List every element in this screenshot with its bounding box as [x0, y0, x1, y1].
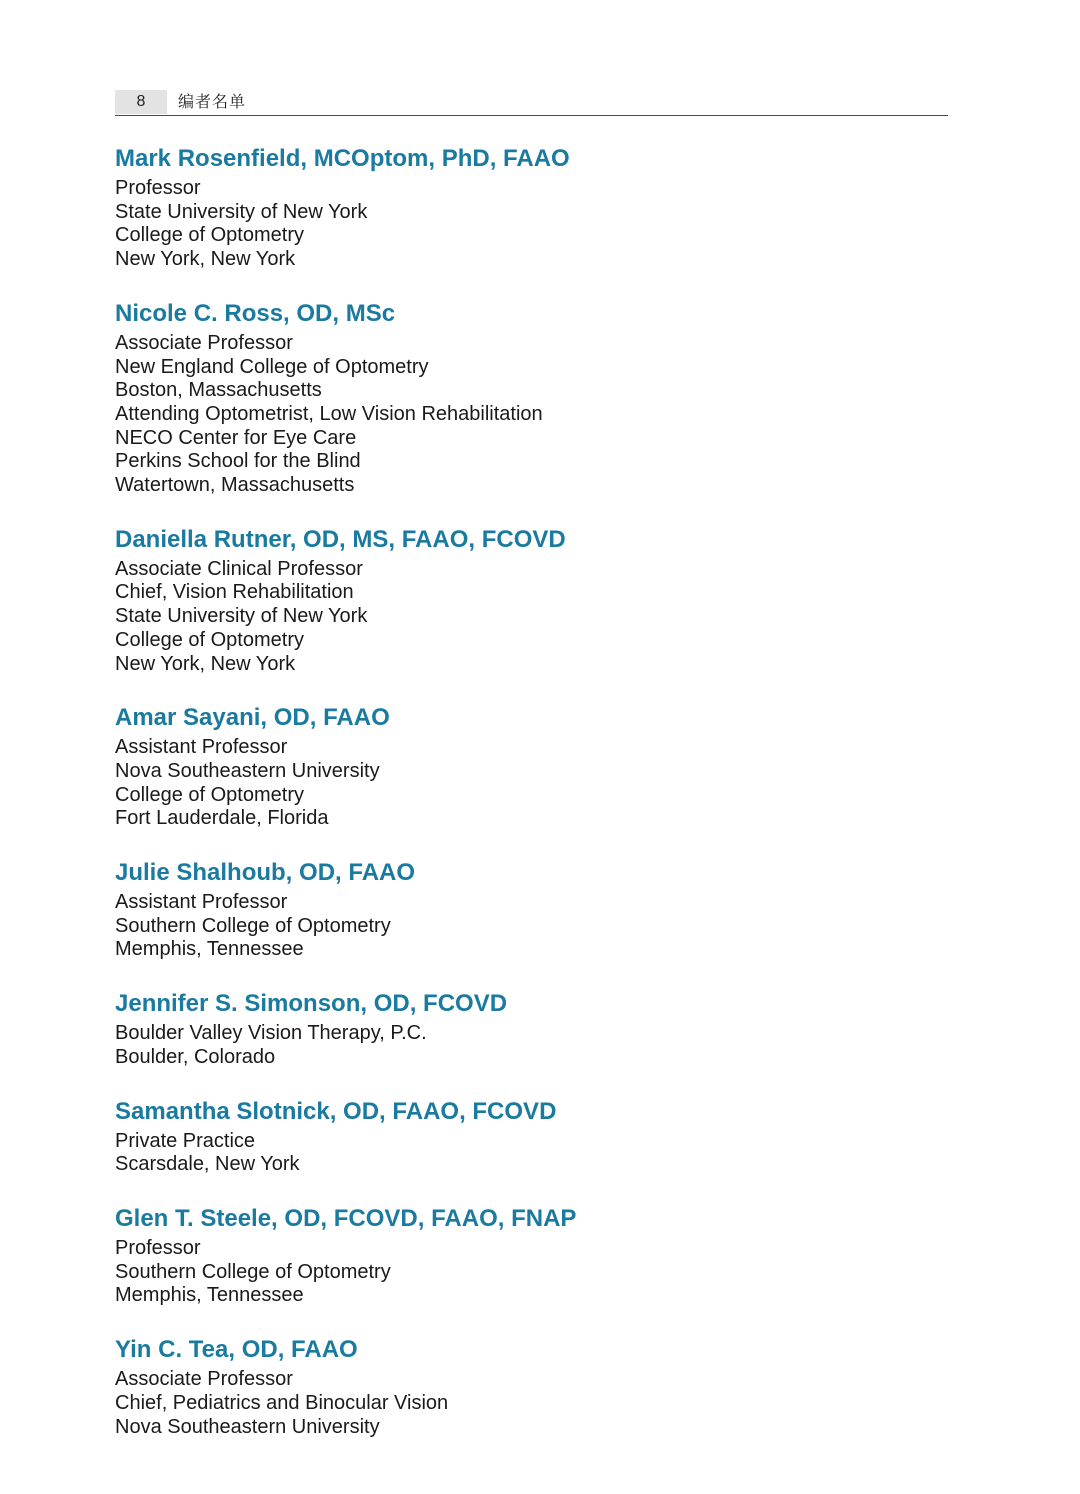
contributor-affiliation-line: Boulder, Colorado: [115, 1045, 276, 1068]
contributor-affiliation-line: Memphis, Tennessee: [115, 938, 304, 961]
contributor-affiliation-line: State University of New York: [115, 200, 368, 223]
contributor-entry: [115, 522, 915, 677]
contributor-name: Glen T. Steele, OD, FCOVD, FAAO, FNAP: [115, 1204, 577, 1232]
contributor-affiliation-line: Assistant Professor: [115, 736, 288, 759]
contributor-entry: [115, 700, 915, 831]
contributor-affiliation-line: Professor: [115, 1236, 201, 1259]
contributor-name: Mark Rosenfield, MCOptom, PhD, FAAO: [115, 145, 570, 172]
contributor-entry: [115, 1094, 915, 1177]
contributor-affiliation-line: Chief, Vision Rehabilitation: [115, 581, 354, 604]
contributor-name: Julie Shalhoub, OD, FAAO: [115, 859, 416, 887]
contributor-affiliation-line: Nova Southeastern University: [115, 759, 380, 782]
contributor-name: Jennifer S. Simonson, OD, FCOVD: [115, 990, 508, 1018]
contributor-affiliation-line: New England College of Optometry: [115, 355, 429, 378]
contributor-name: Daniella Rutner, OD, MS, FAAO, FCOVD: [115, 525, 566, 553]
contributor-affiliation-line: Nova Southeastern University: [115, 1415, 380, 1438]
contributor-entry: [115, 855, 915, 962]
contributor-affiliation-line: Associate Professor: [115, 1368, 293, 1391]
contributor-affiliation-line: Chief, Pediatrics and Binocular Vision: [115, 1391, 449, 1414]
contributor-affiliation-line: Professor: [115, 177, 201, 199]
contributor-name: Nicole C. Ross, OD, MSc: [115, 299, 396, 327]
contributor-affiliation-line: New York, New York: [115, 248, 296, 271]
contributor-entry: [115, 1201, 915, 1308]
contributor-affiliation-line: NECO Center for Eye Care: [115, 426, 357, 449]
contributor-entry: [115, 986, 915, 1069]
contributor-affiliation-line: Boston, Massachusetts: [115, 379, 322, 402]
contributor-affiliation-line: Attending Optometrist, Low Vision Rehabilitation: [115, 402, 543, 425]
contributor-affiliation-line: Southern College of Optometry: [115, 914, 391, 937]
contributor-affiliation-line: Perkins School for the Blind: [115, 450, 361, 473]
contributor-affiliation-line: Southern College of Optometry: [115, 1260, 391, 1283]
contributor-affiliation-line: Fort Lauderdale, Florida: [115, 807, 329, 830]
contributor-affiliation-line: Associate Professor: [115, 331, 293, 354]
page-header: [115, 88, 948, 116]
contributor-entry: [115, 141, 915, 272]
contributor-affiliation-line: College of Optometry: [115, 224, 304, 247]
contributor-list: [115, 141, 915, 1463]
contributor-entry: [115, 296, 915, 498]
section-title: 编者名单: [178, 92, 247, 111]
contributor-name: Yin C. Tea, OD, FAAO: [115, 1336, 358, 1364]
contributor-affiliation-line: College of Optometry: [115, 628, 304, 651]
contributor-affiliation-line: Memphis, Tennessee: [115, 1284, 304, 1307]
contributor-affiliation-line: State University of New York: [115, 605, 368, 628]
contributor-affiliation-line: Assistant Professor: [115, 891, 288, 914]
contributor-affiliation-line: Watertown, Massachusetts: [115, 474, 355, 497]
contributor-name: Amar Sayani, OD, FAAO: [115, 704, 390, 732]
contributor-affiliation-line: Boulder Valley Vision Therapy, P.C.: [115, 1022, 427, 1045]
page-number: 8: [115, 90, 167, 114]
contributor-name: Samantha Slotnick, OD, FAAO, FCOVD: [115, 1097, 557, 1125]
contributor-affiliation-line: Associate Clinical Professor: [115, 557, 363, 580]
contributor-affiliation-line: Private Practice: [115, 1129, 256, 1152]
contributor-entry: [115, 1332, 915, 1439]
contributor-affiliation-line: College of Optometry: [115, 783, 304, 806]
contributor-affiliation-line: New York, New York: [115, 652, 296, 675]
contributor-affiliation-line: Scarsdale, New York: [115, 1153, 300, 1176]
